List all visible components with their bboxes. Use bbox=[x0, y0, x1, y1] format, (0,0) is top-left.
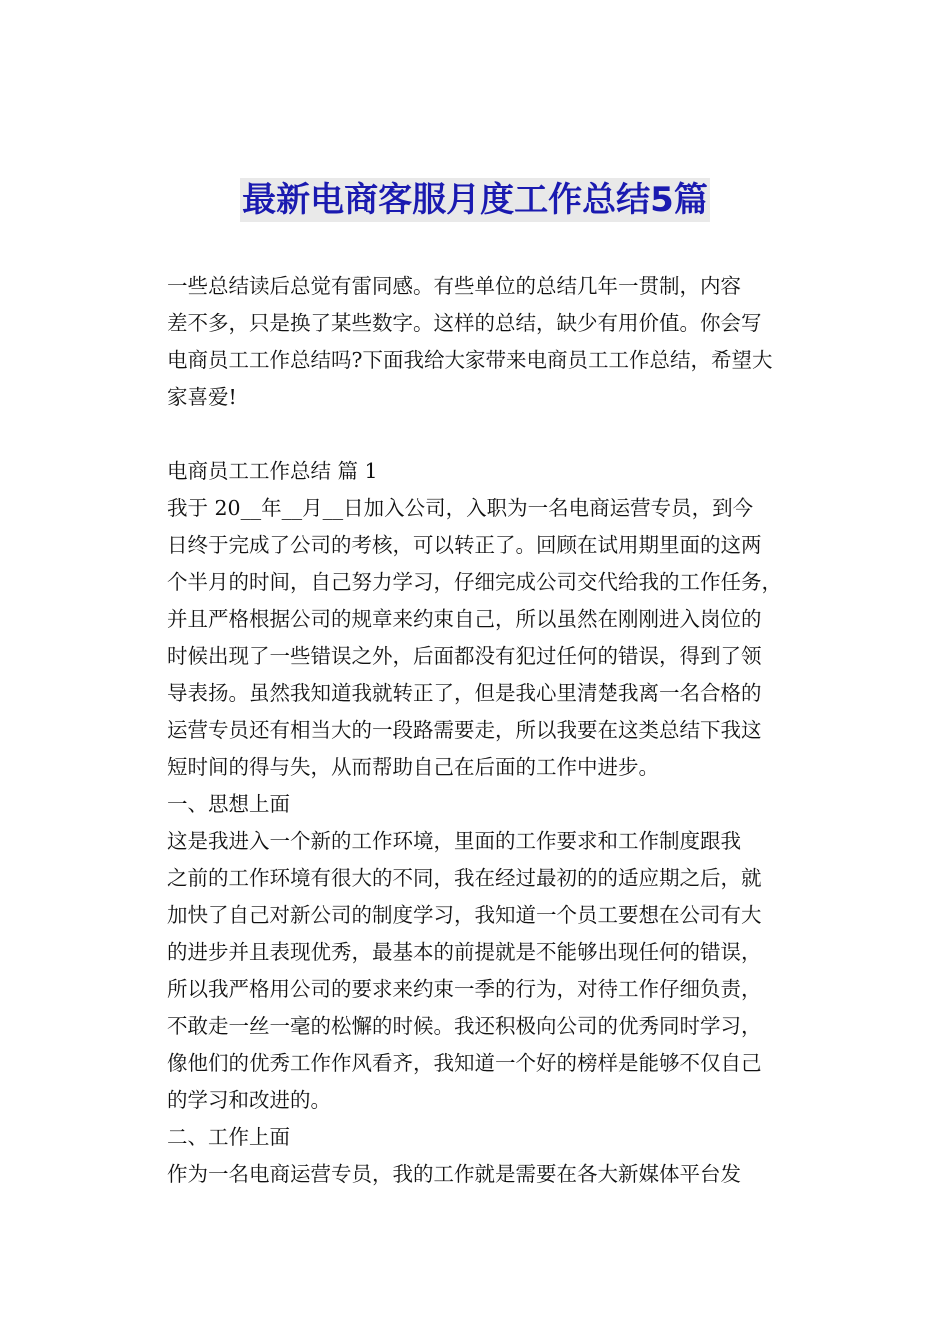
paragraph-2 bbox=[145, 823, 810, 1119]
text-line: 家喜爱! bbox=[167, 385, 237, 409]
text-line: 不敢走一丝一毫的松懈的时候。我还积极向公司的优秀同时学习， bbox=[167, 1014, 762, 1038]
text-line: 导表扬。虽然我知道我就转正了，但是我心里清楚我离一名合格的 bbox=[167, 681, 762, 705]
paragraph-3 bbox=[145, 1156, 810, 1193]
subheading-thought: 一、思想上面 bbox=[167, 792, 290, 816]
document-body bbox=[145, 268, 810, 1193]
text-line: 的学习和改进的。 bbox=[167, 1088, 331, 1112]
paragraph-1 bbox=[145, 490, 810, 786]
text-line: 个半月的时间，自己努力学习，仔细完成公司交代给我的工作任务， bbox=[167, 570, 782, 594]
text-line: 像他们的优秀工作作风看齐，我知道一个好的榜样是能够不仅自己 bbox=[167, 1051, 762, 1075]
text-line: 电商员工工作总结吗?下面我给大家带来电商员工工作总结，希望大 bbox=[167, 348, 773, 372]
text-line: 我于 20__年__月__日加入公司，入职为一名电商运营专员，到今 bbox=[167, 496, 754, 520]
text-line: 运营专员还有相当大的一段路需要走，所以我要在这类总结下我这 bbox=[167, 718, 762, 742]
text-line: 加快了自己对新公司的制度学习，我知道一个员工要想在公司有大 bbox=[167, 903, 762, 927]
text-line: 这是我进入一个新的工作环境，里面的工作要求和工作制度跟我 bbox=[167, 829, 741, 853]
text-line: 日终于完成了公司的考核，可以转正了。回顾在试用期里面的这两 bbox=[167, 533, 762, 557]
text-line: 短时间的得与失，从而帮助自己在后面的工作中进步。 bbox=[167, 755, 659, 779]
text-line: 作为一名电商运营专员，我的工作就是需要在各大新媒体平台发 bbox=[167, 1162, 741, 1186]
subheading-work: 二、工作上面 bbox=[167, 1125, 290, 1149]
text-line: 差不多，只是换了某些数字。这样的总结，缺少有用价值。你会写 bbox=[167, 311, 762, 335]
intro-paragraph bbox=[145, 268, 810, 416]
text-line: 所以我严格用公司的要求来约束一季的行为，对待工作仔细负责， bbox=[167, 977, 762, 1001]
document-title: 最新电商客服月度工作总结5篇 bbox=[242, 180, 708, 220]
text-line: 的进步并且表现优秀，最基本的前提就是不能够出现任何的错误， bbox=[167, 940, 762, 964]
text-line: 时候出现了一些错误之外，后面都没有犯过任何的错误，得到了领 bbox=[167, 644, 762, 668]
text-line: 一些总结读后总觉有雷同感。有些单位的总结几年一贯制，内容 bbox=[167, 274, 741, 298]
text-line: 之前的工作环境有很大的不同，我在经过最初的的适应期之后，就 bbox=[167, 866, 762, 890]
title-container bbox=[0, 178, 950, 222]
text-line: 并且严格根据公司的规章来约束自己，所以虽然在刚刚进入岗位的 bbox=[167, 607, 762, 631]
section-heading: 电商员工工作总结 篇 1 bbox=[167, 459, 378, 483]
